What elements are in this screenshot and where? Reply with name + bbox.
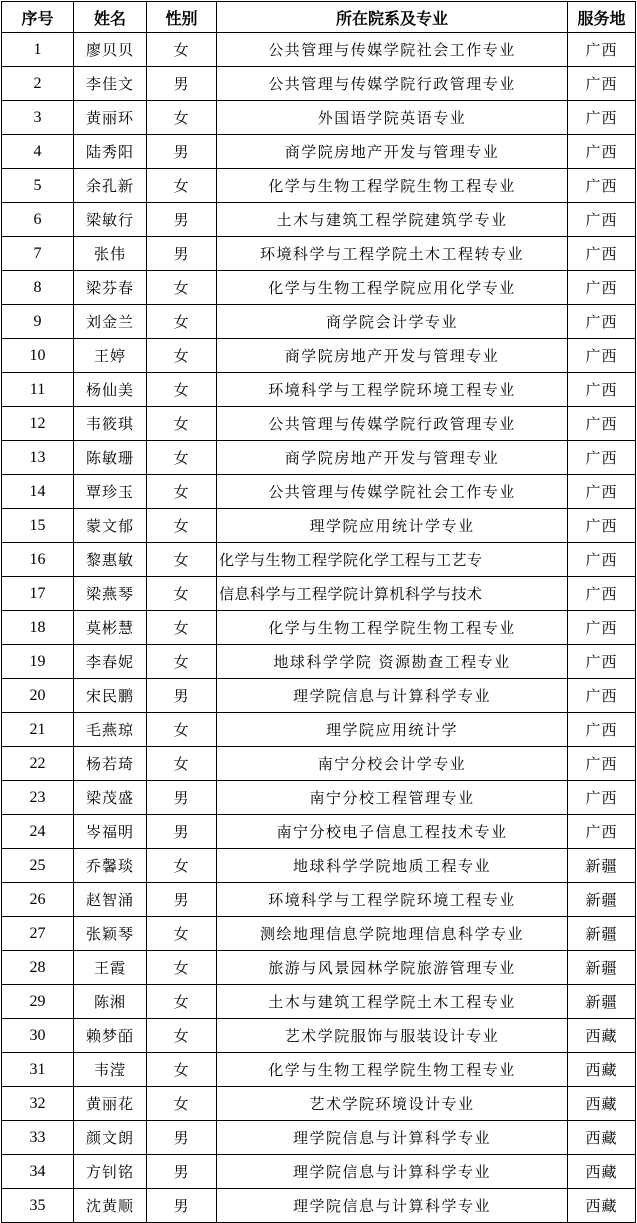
table-row (2, 373, 636, 407)
table-row (2, 781, 636, 815)
cell-index: 22 (2, 747, 74, 781)
cell-name: 黄丽花 (74, 1087, 147, 1121)
cell-name: 余孔新 (74, 169, 147, 203)
cell-gender: 女 (147, 407, 217, 441)
cell-place: 广西 (568, 203, 636, 237)
cell-index: 23 (2, 781, 74, 815)
cell-name: 梁芬春 (74, 271, 147, 305)
table-row (2, 305, 636, 339)
cell-place: 西藏 (568, 1155, 636, 1189)
cell-name: 宋民鹏 (74, 679, 147, 713)
table-row (2, 985, 636, 1019)
table-row (2, 441, 636, 475)
cell-place: 广西 (568, 271, 636, 305)
cell-major: 外国语学院英语专业 (217, 101, 568, 135)
cell-major: 商学院房地产开发与管理专业 (217, 135, 568, 169)
cell-major: 商学院房地产开发与管理专业 (217, 339, 568, 373)
cell-gender: 女 (147, 169, 217, 203)
cell-major: 公共管理与传媒学院社会工作专业 (217, 475, 568, 509)
cell-place: 西藏 (568, 1053, 636, 1087)
cell-name: 沈黄顺 (74, 1189, 147, 1223)
table-row (2, 1019, 636, 1053)
cell-index: 26 (2, 883, 74, 917)
table-body (2, 33, 636, 1223)
table-row (2, 1189, 636, 1223)
cell-name: 赵智涌 (74, 883, 147, 917)
cell-name: 颜文朗 (74, 1121, 147, 1155)
cell-major: 化学与生物工程学院生物工程专业 (217, 169, 568, 203)
cell-place: 广西 (568, 33, 636, 67)
cell-gender: 女 (147, 33, 217, 67)
table-row (2, 1121, 636, 1155)
table-row (2, 611, 636, 645)
table-row (2, 1155, 636, 1189)
cell-index: 24 (2, 815, 74, 849)
table-row (2, 509, 636, 543)
cell-major: 公共管理与传媒学院行政管理专业 (217, 407, 568, 441)
cell-major: 南宁分校工程管理专业 (217, 781, 568, 815)
cell-name: 方钊铭 (74, 1155, 147, 1189)
cell-name: 张伟 (74, 237, 147, 271)
table-row (2, 747, 636, 781)
header-index: 序号 (2, 2, 74, 33)
cell-major: 艺术学院环境设计专业 (217, 1087, 568, 1121)
cell-name: 李佳文 (74, 67, 147, 101)
table-row (2, 135, 636, 169)
table-row (2, 407, 636, 441)
table-row (2, 543, 636, 577)
cell-place: 广西 (568, 713, 636, 747)
cell-index: 6 (2, 203, 74, 237)
cell-gender: 女 (147, 1019, 217, 1053)
cell-place: 广西 (568, 67, 636, 101)
cell-name: 王霞 (74, 951, 147, 985)
cell-index: 32 (2, 1087, 74, 1121)
cell-major: 理学院信息与计算科学专业 (217, 679, 568, 713)
cell-major: 理学院信息与计算科学专业 (217, 1121, 568, 1155)
cell-place: 西藏 (568, 1189, 636, 1223)
cell-name: 黄丽环 (74, 101, 147, 135)
cell-index: 21 (2, 713, 74, 747)
cell-major: 南宁分校电子信息工程技术专业 (217, 815, 568, 849)
cell-place: 新疆 (568, 849, 636, 883)
cell-name: 张颖琴 (74, 917, 147, 951)
cell-index: 13 (2, 441, 74, 475)
cell-place: 广西 (568, 305, 636, 339)
cell-gender: 女 (147, 611, 217, 645)
table-row (2, 951, 636, 985)
cell-gender: 男 (147, 883, 217, 917)
cell-place: 广西 (568, 679, 636, 713)
table-row (2, 169, 636, 203)
table-row (2, 1053, 636, 1087)
cell-gender: 女 (147, 543, 217, 577)
cell-major: 理学院应用统计学 (217, 713, 568, 747)
cell-place: 广西 (568, 101, 636, 135)
cell-major: 理学院信息与计算科学专业 (217, 1189, 568, 1223)
table-row (2, 67, 636, 101)
table-row (2, 645, 636, 679)
header-major: 所在院系及专业 (217, 2, 568, 33)
cell-place: 新疆 (568, 951, 636, 985)
header-name: 姓名 (74, 2, 147, 33)
table-row (2, 101, 636, 135)
cell-index: 31 (2, 1053, 74, 1087)
cell-index: 9 (2, 305, 74, 339)
cell-name: 韦滢 (74, 1053, 147, 1087)
table-row (2, 271, 636, 305)
cell-gender: 男 (147, 781, 217, 815)
cell-gender: 男 (147, 237, 217, 271)
cell-major: 公共管理与传媒学院行政管理专业 (217, 67, 568, 101)
table-row (2, 917, 636, 951)
cell-place: 广西 (568, 611, 636, 645)
cell-gender: 女 (147, 373, 217, 407)
header-row (2, 2, 636, 33)
cell-name: 陈湘 (74, 985, 147, 1019)
table-row (2, 475, 636, 509)
cell-index: 35 (2, 1189, 74, 1223)
cell-name: 王婷 (74, 339, 147, 373)
header-place: 服务地 (568, 2, 636, 33)
cell-gender: 男 (147, 135, 217, 169)
cell-major: 土木与建筑工程学院土木工程专业 (217, 985, 568, 1019)
cell-index: 7 (2, 237, 74, 271)
table-row (2, 679, 636, 713)
cell-gender: 女 (147, 101, 217, 135)
cell-name: 赖梦皕 (74, 1019, 147, 1053)
cell-gender: 女 (147, 475, 217, 509)
cell-gender: 女 (147, 849, 217, 883)
table-row (2, 577, 636, 611)
cell-name: 岑福明 (74, 815, 147, 849)
cell-index: 17 (2, 577, 74, 611)
cell-index: 25 (2, 849, 74, 883)
table-row (2, 713, 636, 747)
cell-place: 广西 (568, 441, 636, 475)
cell-place: 广西 (568, 169, 636, 203)
cell-major: 地球科学学院地质工程专业 (217, 849, 568, 883)
table-row (2, 849, 636, 883)
table-row (2, 33, 636, 67)
cell-index: 11 (2, 373, 74, 407)
cell-major: 环境科学与工程学院环境工程专业 (217, 373, 568, 407)
cell-index: 10 (2, 339, 74, 373)
cell-name: 梁茂盛 (74, 781, 147, 815)
cell-index: 8 (2, 271, 74, 305)
cell-index: 19 (2, 645, 74, 679)
student-table (1, 1, 636, 1223)
cell-major: 环境科学与工程学院土木工程转专业 (217, 237, 568, 271)
table-row (2, 883, 636, 917)
cell-major: 艺术学院服饰与服装设计专业 (217, 1019, 568, 1053)
cell-name: 陆秀阳 (74, 135, 147, 169)
cell-place: 广西 (568, 475, 636, 509)
cell-index: 4 (2, 135, 74, 169)
cell-major: 南宁分校会计学专业 (217, 747, 568, 781)
cell-name: 乔馨琰 (74, 849, 147, 883)
cell-index: 30 (2, 1019, 74, 1053)
cell-index: 12 (2, 407, 74, 441)
cell-major: 土木与建筑工程学院建筑学专业 (217, 203, 568, 237)
cell-major: 理学院信息与计算科学专业 (217, 1155, 568, 1189)
cell-place: 新疆 (568, 917, 636, 951)
cell-name: 杨若琦 (74, 747, 147, 781)
cell-major: 化学与生物工程学院生物工程专业 (217, 1053, 568, 1087)
cell-gender: 女 (147, 441, 217, 475)
cell-major: 地球科学学院 资源勘查工程专业 (217, 645, 568, 679)
cell-index: 2 (2, 67, 74, 101)
cell-name: 杨仙美 (74, 373, 147, 407)
cell-gender: 女 (147, 1053, 217, 1087)
cell-index: 34 (2, 1155, 74, 1189)
cell-name: 陈敏珊 (74, 441, 147, 475)
cell-name: 廖贝贝 (74, 33, 147, 67)
cell-gender: 女 (147, 747, 217, 781)
cell-gender: 女 (147, 577, 217, 611)
cell-name: 梁燕琴 (74, 577, 147, 611)
cell-name: 黎惠敏 (74, 543, 147, 577)
cell-index: 29 (2, 985, 74, 1019)
cell-place: 广西 (568, 815, 636, 849)
cell-major: 旅游与风景园林学院旅游管理专业 (217, 951, 568, 985)
cell-major: 测绘地理信息学院地理信息科学专业 (217, 917, 568, 951)
cell-major: 公共管理与传媒学院社会工作专业 (217, 33, 568, 67)
cell-name: 刘金兰 (74, 305, 147, 339)
cell-gender: 女 (147, 339, 217, 373)
cell-major: 化学与生物工程学院生物工程专业 (217, 611, 568, 645)
cell-index: 1 (2, 33, 74, 67)
table-row (2, 339, 636, 373)
cell-index: 14 (2, 475, 74, 509)
cell-name: 蒙文郁 (74, 509, 147, 543)
cell-gender: 女 (147, 271, 217, 305)
cell-place: 广西 (568, 543, 636, 577)
cell-major: 化学与生物工程学院化学工程与工艺专 (217, 543, 568, 577)
cell-index: 18 (2, 611, 74, 645)
cell-name: 韦筱琪 (74, 407, 147, 441)
cell-index: 16 (2, 543, 74, 577)
cell-gender: 男 (147, 1189, 217, 1223)
cell-place: 西藏 (568, 1019, 636, 1053)
cell-place: 广西 (568, 135, 636, 169)
cell-gender: 女 (147, 917, 217, 951)
cell-gender: 男 (147, 815, 217, 849)
cell-gender: 女 (147, 1087, 217, 1121)
cell-index: 33 (2, 1121, 74, 1155)
cell-gender: 女 (147, 985, 217, 1019)
cell-gender: 女 (147, 305, 217, 339)
cell-gender: 男 (147, 679, 217, 713)
cell-major: 信息科学与工程学院计算机科学与技术 (217, 577, 568, 611)
cell-place: 广西 (568, 339, 636, 373)
table-row (2, 237, 636, 271)
cell-gender: 女 (147, 509, 217, 543)
cell-place: 广西 (568, 645, 636, 679)
cell-index: 27 (2, 917, 74, 951)
cell-major: 商学院会计学专业 (217, 305, 568, 339)
cell-index: 5 (2, 169, 74, 203)
cell-place: 广西 (568, 747, 636, 781)
cell-index: 15 (2, 509, 74, 543)
cell-gender: 男 (147, 203, 217, 237)
cell-name: 毛燕琼 (74, 713, 147, 747)
cell-place: 广西 (568, 509, 636, 543)
cell-name: 梁敏行 (74, 203, 147, 237)
cell-major: 理学院应用统计学专业 (217, 509, 568, 543)
cell-major: 商学院房地产开发与管理专业 (217, 441, 568, 475)
table-row (2, 815, 636, 849)
cell-place: 广西 (568, 407, 636, 441)
cell-gender: 男 (147, 1121, 217, 1155)
cell-index: 3 (2, 101, 74, 135)
cell-major: 环境科学与工程学院环境工程专业 (217, 883, 568, 917)
cell-place: 西藏 (568, 1121, 636, 1155)
cell-major: 化学与生物工程学院应用化学专业 (217, 271, 568, 305)
cell-name: 覃珍玉 (74, 475, 147, 509)
cell-place: 广西 (568, 577, 636, 611)
cell-place: 新疆 (568, 985, 636, 1019)
cell-place: 新疆 (568, 883, 636, 917)
cell-place: 广西 (568, 373, 636, 407)
table-row (2, 203, 636, 237)
cell-gender: 男 (147, 1155, 217, 1189)
cell-place: 广西 (568, 237, 636, 271)
cell-gender: 女 (147, 645, 217, 679)
table-row (2, 1087, 636, 1121)
cell-name: 莫彬慧 (74, 611, 147, 645)
cell-gender: 女 (147, 951, 217, 985)
cell-index: 28 (2, 951, 74, 985)
cell-index: 20 (2, 679, 74, 713)
cell-place: 广西 (568, 781, 636, 815)
cell-name: 李春妮 (74, 645, 147, 679)
cell-gender: 女 (147, 713, 217, 747)
cell-place: 西藏 (568, 1087, 636, 1121)
header-gender: 性别 (147, 2, 217, 33)
cell-gender: 男 (147, 67, 217, 101)
